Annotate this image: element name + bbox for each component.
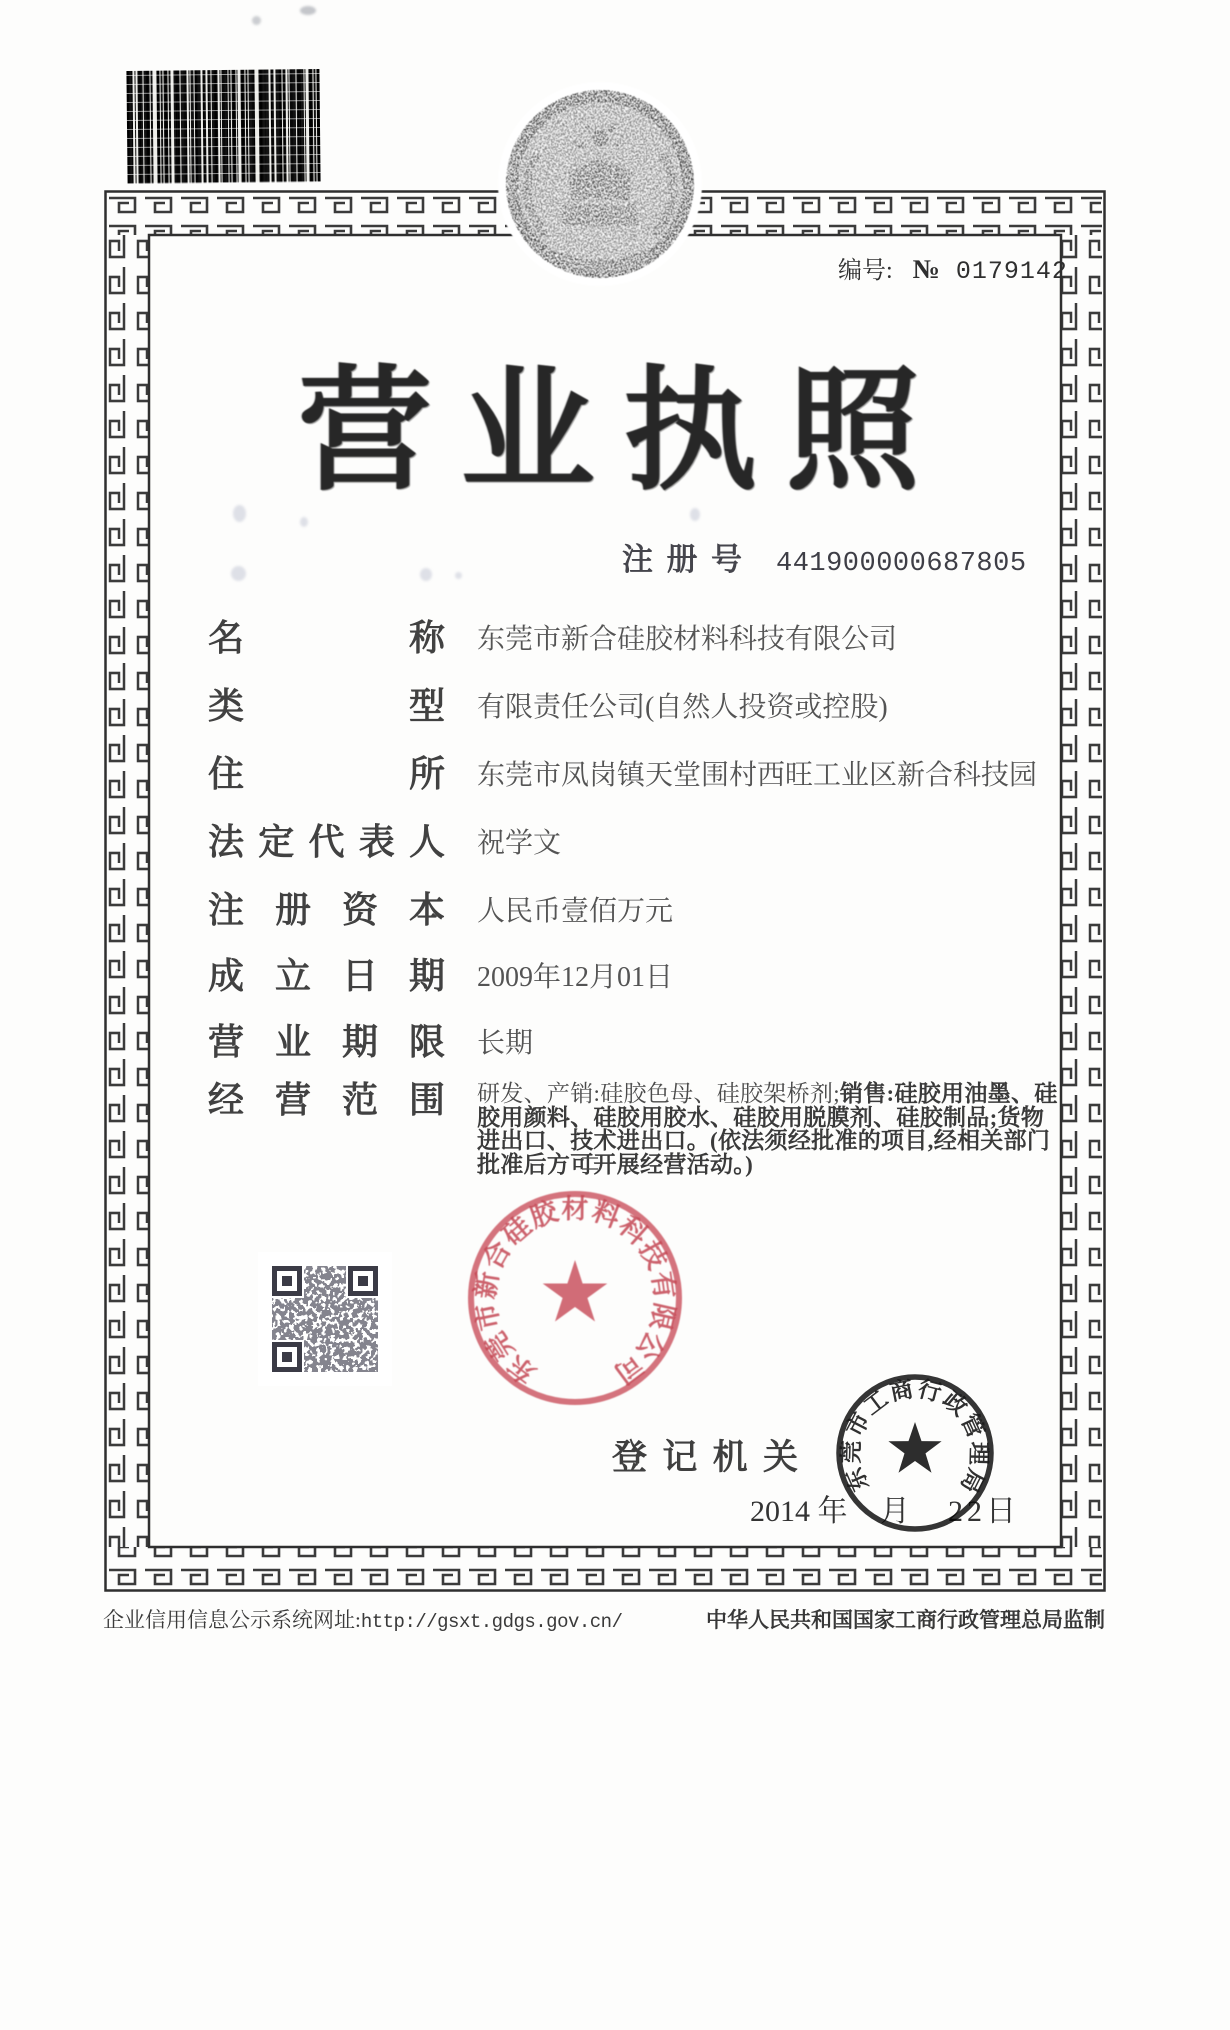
qr-code-icon <box>258 1252 392 1386</box>
serial-number: 0179142 <box>955 257 1068 286</box>
field-value: 东莞市凤岗镇天堂围村西旺工业区新合科技园 <box>477 760 1038 791</box>
field-value: 长期 <box>477 1028 534 1059</box>
scan-smudge <box>252 16 261 25</box>
field-value: 有限责任公司(自然人投资或控股) <box>477 692 888 723</box>
registry-seal-text: 东莞市工商行政管理局 <box>838 1376 992 1499</box>
star-icon <box>543 1260 608 1322</box>
field-label: 营 业 期 限 <box>208 1022 445 1062</box>
scan-equals-smudge <box>582 1157 598 1170</box>
scan-smudge <box>690 508 700 521</box>
field-label: 成 立 日 期 <box>208 956 445 996</box>
company-seal <box>455 1178 695 1418</box>
scan-smudge <box>300 6 316 15</box>
registration-label: 注 册 号 <box>622 542 742 577</box>
footer-left-label: 企业信用信息公示系统网址: <box>103 1608 361 1632</box>
scan-smudge <box>233 505 246 522</box>
issue-date-day: 22日 <box>948 1495 1020 1528</box>
field-row-founding-date <box>208 954 1112 998</box>
issue-date-year: 2014 年 <box>750 1495 848 1528</box>
scan-smudge <box>420 568 432 581</box>
field-row-capital <box>208 888 1112 932</box>
company-seal-text: 东莞市新合硅胶材料科技有限公司 <box>470 1193 680 1391</box>
field-label: 名 称 <box>208 618 445 658</box>
field-row-business-scope <box>208 1078 1112 1176</box>
field-label: 类 型 <box>208 686 445 726</box>
field-value: 2009年12月01日 <box>477 962 674 993</box>
field-label: 法 定 代 表 人 <box>208 822 445 862</box>
serial-label: 编号: <box>838 258 893 284</box>
numero-sign: № <box>912 254 940 284</box>
footer-issuer: 中华人民共和国国家工商行政管理总局监制 <box>706 1608 1105 1632</box>
scan-smudge <box>455 572 462 579</box>
national-emblem-icon <box>494 72 706 304</box>
scope-text-bold: 销售:硅胶用油墨、硅胶用颜料、硅胶用胶水、硅胶用脱膜剂、硅胶制品;货物进出口、技术进出口。(依法须经批准的项目,经相关部门批准后方可开展经营活动。) <box>477 1081 1058 1177</box>
registration-row <box>622 534 1027 579</box>
scan-smudge <box>231 566 246 581</box>
field-row-type <box>208 684 1112 728</box>
issue-date-month-char: 月 <box>880 1495 910 1528</box>
field-value: 祝学文 <box>477 828 562 859</box>
field-row-name <box>208 616 1112 660</box>
registry-authority-label: 登 记 机 关 <box>612 1438 798 1477</box>
field-value-business-scope <box>477 1078 1065 1176</box>
field-row-address <box>208 752 1112 796</box>
serial-number-line <box>838 250 1068 286</box>
field-value: 东莞市新合硅胶材料科技有限公司 <box>477 624 898 655</box>
field-label: 经 营 范 围 <box>208 1080 445 1120</box>
star-icon <box>888 1422 941 1473</box>
barcode-2d-icon <box>126 69 320 184</box>
field-row-legal-rep <box>208 820 1112 864</box>
scan-smudge <box>300 517 308 527</box>
field-label: 住 所 <box>208 754 445 794</box>
registration-number: 441900000687805 <box>776 549 1027 579</box>
scope-text-normal: 研发、产销:硅胶色母、硅胶架桥剂; <box>477 1081 840 1106</box>
field-label: 注 册 资 本 <box>208 890 445 930</box>
registry-seal <box>830 1368 1000 1538</box>
footer-left-url: http://gsxt.gdgs.gov.cn/ <box>360 1611 623 1633</box>
footer-public-info-url <box>103 1604 623 1634</box>
field-row-term <box>208 1020 1112 1064</box>
field-value: 人民币壹佰万元 <box>477 896 674 927</box>
license-title: 营 业 执 照 <box>298 357 920 506</box>
